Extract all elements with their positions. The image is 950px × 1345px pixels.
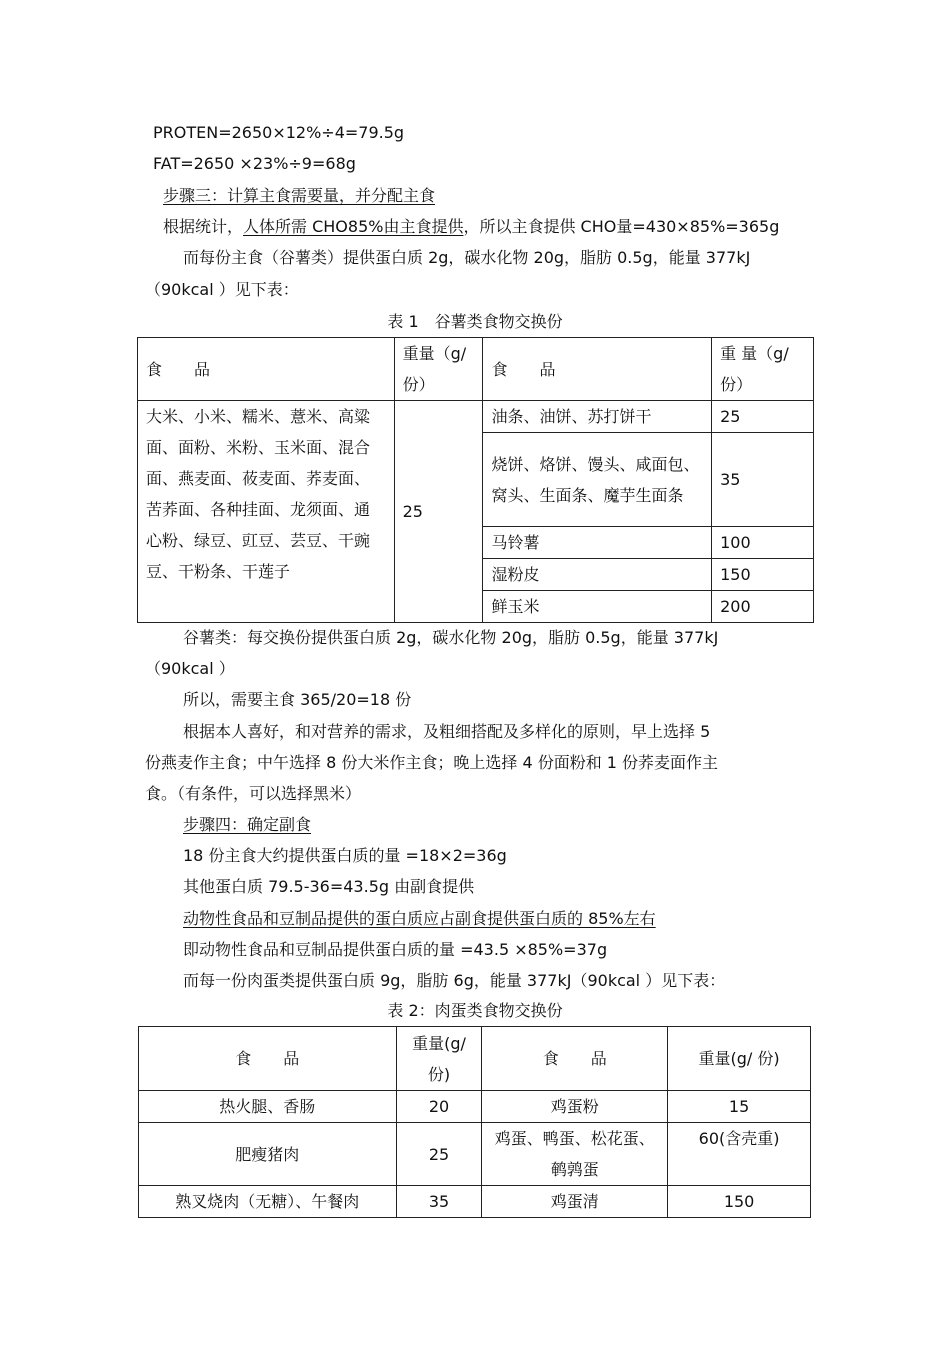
weight-cell: 200 [712,591,814,623]
weight-cell-2: 60(含壳重) [668,1123,811,1186]
step-three-heading: 步骤三：计算主食需要量，并分配主食 [163,186,436,205]
weight-cell: 150 [712,559,814,591]
grain-food-list: 大米、小米、糯米、薏米、高粱面、面粉、米粉、玉米面、混合面、燕麦面、莜麦面、荞麦面、苦荞面、各种挂面、龙须面、通心粉、绿豆、豇豆、芸豆、干豌豆、干粉条、干莲子 [138,401,395,623]
grain-weight: 25 [394,401,483,623]
table-row [139,1123,811,1186]
food-cell-2: 鸡蛋清 [482,1186,668,1218]
fat-formula: FAT=2650 ×23%÷9=68g [153,154,356,173]
weight-cell: 100 [712,527,814,559]
staple-kcal-line: （90kcal ）见下表： [145,280,299,299]
protein-formula: PROTEN=2650×12%÷4=79.5g [153,123,405,142]
food-cell: 马铃薯 [483,527,712,559]
header-food-2: 食 品 [483,338,712,401]
food-cell: 油条、油饼、苏打饼干 [483,401,712,433]
weight-cell: 25 [712,401,814,433]
meat-egg-exchange-table [138,1026,811,1218]
weight-cell-2: 15 [668,1091,811,1123]
table1-caption: 表 1 谷薯类食物交换份 [387,312,563,331]
animal-protein-amount-line: 即动物性食品和豆制品提供蛋白质的量 =43.5 ×85%=37g [183,940,608,959]
food-cell: 烧饼、烙饼、馒头、咸面包、窝头、生面条、魔芋生面条 [483,433,712,527]
food-cell: 鲜玉米 [483,591,712,623]
staple-protein-line: 18 份主食大约提供蛋白质的量 =18×2=36g [183,846,507,865]
weight-cell-2: 150 [668,1186,811,1218]
animal-protein-line: 动物性食品和豆制品提供的蛋白质应占副食提供蛋白质的 85%左右 [183,909,656,928]
food-cell-2: 鸡蛋、鸭蛋、松花蛋、鹌鹑蛋 [482,1123,668,1186]
header-food: 食 品 [139,1027,397,1091]
table-row [139,1091,811,1123]
cho-text-post: ，所以主食提供 CHO量=430×85%=365g [463,217,780,236]
weight-cell: 25 [396,1123,482,1186]
meat-egg-nutrition-line: 而每一份肉蛋类提供蛋白质 9g，脂肪 6g，能量 377kJ（90kcal ）见下表： [183,971,726,990]
header-weight-2: 重 量（g/份） [712,338,814,401]
preference-line-3: 食。（有条件，可以选择黑米） [145,784,362,803]
cho-text-pre: 根据统计， [163,217,244,236]
other-protein-line: 其他蛋白质 79.5-36=43.5g 由副食提供 [183,877,475,896]
preference-line-1: 根据本人喜好，和对营养的需求，及粗细搭配及多样化的原则，早上选择 5 [183,722,711,741]
weight-cell: 35 [396,1186,482,1218]
table-row [139,1186,811,1218]
staple-servings-line: 所以，需要主食 365/20=18 份 [183,690,412,709]
preference-line-2: 份燕麦作主食；中午选择 8 份大米作主食；晚上选择 4 份面粉和 1 份荞麦面作主 [145,753,719,772]
table-row [138,401,814,433]
step-four-heading: 步骤四：确定副食 [183,815,312,834]
header-weight: 重量(g/份) [396,1027,482,1091]
food-cell: 湿粉皮 [483,559,712,591]
header-weight: 重量（g/份） [394,338,483,401]
grain-exchange-table [137,337,814,623]
table-header-row [139,1027,811,1091]
grain-kcal-line: （90kcal ） [145,659,235,678]
header-weight-2: 重量(g/ 份) [668,1027,811,1091]
table2-caption: 表 2：肉蛋类食物交换份 [387,1001,563,1020]
cho-text-underlined: 人体所需 CHO85%由主食提供 [243,217,464,236]
weight-cell: 35 [712,433,814,527]
food-cell: 熟叉烧肉（无糖）、午餐肉 [139,1186,397,1218]
grain-note-line: 谷薯类：每交换份提供蛋白质 2g，碳水化物 20g，脂肪 0.5g，能量 377kJ [183,628,719,647]
cho-paragraph [163,217,779,237]
weight-cell: 20 [396,1091,482,1123]
food-cell: 热火腿、香肠 [139,1091,397,1123]
food-cell: 肥瘦猪肉 [139,1123,397,1186]
table-header-row [138,338,814,401]
header-food-2: 食 品 [482,1027,668,1091]
food-cell-2: 鸡蛋粉 [482,1091,668,1123]
staple-nutrition-line: 而每份主食（谷薯类）提供蛋白质 2g，碳水化物 20g，脂肪 0.5g，能量 377kJ [183,248,751,267]
header-food: 食 品 [138,338,395,401]
